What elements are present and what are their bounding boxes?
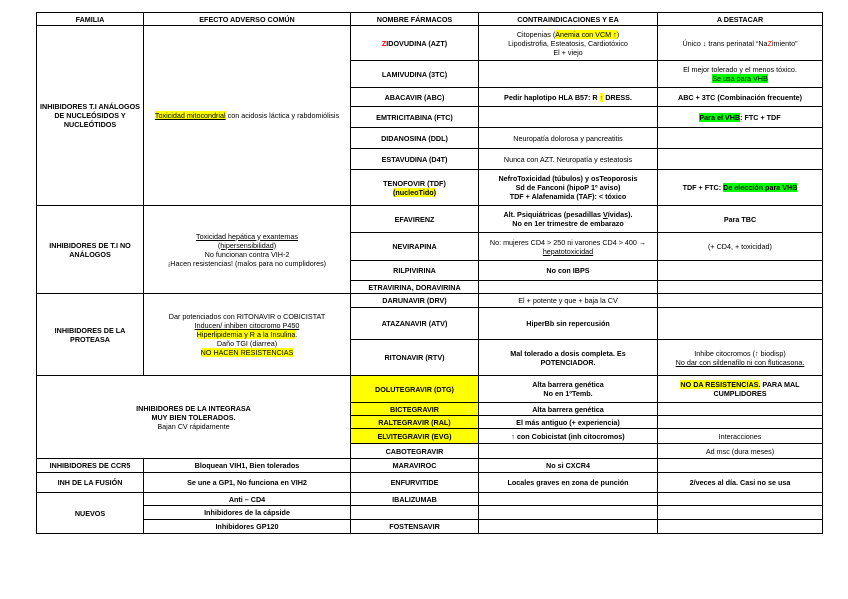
dest-tdf — [658, 170, 823, 206]
dest-rtv-1: Inhibe citocromos (↑ biodisp) — [694, 348, 786, 358]
drug-ral: RALTEGRAVIR (RAL) — [351, 416, 479, 429]
family-fusion: INH DE LA FUSIÓN — [37, 473, 144, 493]
table-row — [37, 473, 823, 493]
drug-dtg: DOLUTEGRAVIR (DTG) — [351, 376, 479, 403]
contra-nvp-1: No: mujeres CD4 > 250 ni varones CD4 > 400 → — [489, 237, 647, 247]
contra-evg: ↑ con Cobicistat (inh citocromos) — [479, 429, 658, 444]
dest-nuevos-2 — [658, 506, 823, 520]
dest-tdf-highlight: De elección para VHB — [723, 183, 798, 192]
drug-drv: DARUNAVIR (DRV) — [351, 294, 479, 308]
family-nnrti: INHIBIDORES DE T.I NO ANÁLOGOS — [37, 206, 144, 294]
contra-d4t: Nunca con AZT. Neuropatía y esteatosis — [479, 149, 658, 170]
contra-efv — [479, 206, 658, 233]
family-nrti: INHIBIDORES T.I ANÁLOGOS DE NUCLEÓSIDOS Y NUCLEÓTIDOS — [37, 26, 144, 206]
contra-cab — [479, 444, 658, 459]
drug-tdf — [351, 170, 479, 206]
dest-cab: Ad msc (dura meses) — [658, 444, 823, 459]
dest-ftc-highlight: Para el VHB — [699, 112, 741, 122]
effect-nuevos-2: Inhibidores de la cápside — [144, 506, 351, 520]
dest-dtg — [658, 376, 823, 403]
effect-ccr5: Bloquean VIH1, Bien tolerados — [144, 459, 351, 473]
drug-ddl: DIDANOSINA (DDL) — [351, 128, 479, 149]
drug-fostensavir: FOSTENSAVIR — [351, 520, 479, 534]
contra-drv: El + potente y que + baja la CV — [479, 294, 658, 308]
table-row — [37, 294, 823, 308]
effect-pi-highlight-1: Hiperlipidemia y R a la Insulina — [196, 330, 296, 339]
table-row — [37, 520, 823, 534]
family-ii-2: MUY BIEN TOLERADOS. — [151, 412, 236, 422]
effect-nrti-highlight: Toxicidad mitocondrial — [154, 111, 226, 120]
effect-pi-2: Inducen/ inhiben citocromo P450 — [194, 321, 300, 330]
family-ii — [37, 376, 351, 459]
header-contra: CONTRAINDICACIONES Y EA — [479, 13, 658, 26]
dest-drv — [658, 294, 823, 308]
dest-ral — [658, 416, 823, 429]
contra-tdf — [479, 170, 658, 206]
contra-azt-highlight: Anemia con VCM ↑ — [555, 29, 617, 39]
table-row — [37, 376, 823, 403]
contra-nuevos-2 — [479, 506, 658, 520]
contra-ral: El más antiguo (+ experiencia) — [479, 416, 658, 429]
dest-azt-1: Único ↓ trans perinatal “Na — [682, 38, 768, 48]
drug-mvc: MARAVIROC — [351, 459, 479, 473]
drug-abc: ABACAVIR (ABC) — [351, 88, 479, 107]
family-pi: INHIBIDORES DE LA PROTEASA — [37, 294, 144, 376]
contra-etr — [479, 281, 658, 294]
effect-pi-1: Dar potenciados con RITONAVIR o COBICISTAT — [168, 312, 326, 321]
family-nuevos: NUEVOS — [37, 493, 144, 534]
dest-nvp: (+ CD4, + toxicidad) — [658, 233, 823, 261]
drug-bic: BICTEGRAVIR — [351, 403, 479, 416]
table-row — [37, 26, 823, 61]
dest-etr — [658, 281, 823, 294]
drug-nvp: NEVIRAPINA — [351, 233, 479, 261]
dest-fostensavir — [658, 520, 823, 534]
antiretroviral-table — [36, 12, 823, 534]
contra-azt-4: El + viejo — [553, 47, 583, 57]
dest-azt — [658, 26, 823, 61]
contra-azt-1: Citopenias ( — [516, 29, 556, 39]
header-familia: FAMILIA — [37, 13, 144, 26]
family-ccr5: INHIBIDORES DE CCR5 — [37, 459, 144, 473]
effect-pi — [144, 294, 351, 376]
dest-atv — [658, 308, 823, 340]
drug-atv: ATAZANAVIR (ATV) — [351, 308, 479, 340]
dest-bic — [658, 403, 823, 416]
drug-enf: ENFURVITIDE — [351, 473, 479, 493]
dest-ftc — [658, 107, 823, 128]
contra-dtg — [479, 376, 658, 403]
drug-azt-name: IDOVUDINA (AZT) — [386, 38, 448, 48]
table-row — [37, 206, 823, 233]
contra-rpv: No con IBPS — [479, 261, 658, 281]
drug-d4t: ESTAVUDINA (D4T) — [351, 149, 479, 170]
dest-mvc — [658, 459, 823, 473]
drug-tdf-name: TENOFOVIR (TDF) — [383, 178, 446, 188]
contra-dtg-1: Alta barrera genética — [532, 380, 604, 389]
table-row — [37, 459, 823, 473]
contra-efv-v: V — [602, 210, 608, 219]
contra-tdf-2: Sd de Fanconi (hipoP 1º aviso) — [515, 183, 621, 192]
dest-enf: 2/veces al día. Casi no se usa — [658, 473, 823, 493]
drug-nuevos-2 — [351, 506, 479, 520]
contra-efv-2: ívidas). — [607, 210, 633, 219]
dest-evg: Interacciones — [658, 429, 823, 444]
effect-nnrti-3: No funcionan contra VIH-2 — [204, 249, 290, 259]
dest-3tc-1: El mejor tolerado y el menos tóxico. — [683, 65, 797, 74]
effect-fusion: Se une a GP1, No funciona en VIH2 — [144, 473, 351, 493]
family-ii-1: INHIBIDORES DE LA INTEGRASA — [136, 403, 251, 413]
contra-dtg-2: No en 1ºTemb. — [543, 389, 593, 398]
contra-azt — [479, 26, 658, 61]
dest-rpv — [658, 261, 823, 281]
contra-3tc — [479, 61, 658, 88]
effect-nuevos-1: Anti – CD4 — [144, 493, 351, 506]
effect-pi-3: Daño TGI (diarrea) — [216, 339, 278, 348]
dest-abc: ABC + 3TC (Combinación frecuente) — [658, 88, 823, 107]
effect-nnrti — [144, 206, 351, 294]
contra-mvc: No si CXCR4 — [479, 459, 658, 473]
drug-3tc: LAMIVUDINA (3TC) — [351, 61, 479, 88]
dest-d4t — [658, 149, 823, 170]
effect-nnrti-1: Toxicidad hepática y exantemas — [196, 231, 298, 241]
contra-tdf-1: NefroToxicidad (túbulos) y osTeoporosis — [498, 174, 638, 183]
dest-dtg-highlight: NO DA RESISTENCIAS. — [680, 380, 761, 389]
effect-nnrti-2: (hipersensibilidad) — [217, 240, 277, 250]
dest-tdf-1: TDF + FTC: — [682, 183, 724, 192]
dest-rtv-2: No dar con sildenafilo ni con fluticasona. — [675, 357, 805, 367]
contra-ddl: Neuropatía dolorosa y pancreatitis — [479, 128, 658, 149]
effect-nrti — [144, 26, 351, 206]
contra-azt-3: Lipodistrofia, Esteatosis, Cardiotóxico — [508, 38, 628, 48]
drug-rpv: RILPIVIRINA — [351, 261, 479, 281]
dest-ddl — [658, 128, 823, 149]
header-nombre: NOMBRE FÁRMACOS — [351, 13, 479, 26]
contra-efv-1: Alt. Psiquiátricas (pesadillas — [503, 210, 603, 219]
drug-ftc: EMTRICITABINA (FTC) — [351, 107, 479, 128]
dest-efv: Para TBC — [658, 206, 823, 233]
drug-tdf-highlight: (nucleoTido) — [393, 187, 436, 197]
contra-abc-arrow: ↑ — [599, 92, 604, 102]
header-efecto: EFECTO ADVERSO COMÚN — [144, 13, 351, 26]
dest-azt-z: Z — [767, 38, 772, 48]
drug-ibalizumab: IBALIZUMAB — [351, 493, 479, 506]
dest-ibalizumab — [658, 493, 823, 506]
contra-tdf-3: TDF + Alafenamida (TAF): < tóxico — [509, 192, 627, 201]
contra-enf: Locales graves en zona de punción — [479, 473, 658, 493]
contra-efv-3: No en 1er trimestre de embarazo — [512, 219, 624, 228]
header-row — [37, 13, 823, 26]
effect-nrti-text: con acidosis láctica y rabdomiólisis — [225, 111, 340, 120]
contra-abc-2: DRESS. — [603, 92, 632, 102]
contra-rtv: Mal tolerado a dosis completa. Es POTENCIADOR. — [479, 340, 658, 376]
contra-ibalizumab — [479, 493, 658, 506]
effect-pi-highlight-2: NO HACEN RESISTENCIAS — [200, 348, 294, 357]
contra-abc — [479, 88, 658, 107]
dest-3tc-highlight: Se usa para VHB — [712, 74, 768, 83]
contra-atv: HiperBb sin repercusión — [479, 308, 658, 340]
contra-ftc — [479, 107, 658, 128]
dest-dtg-2: PARA MAL CUMPLIDORES — [713, 380, 800, 398]
drug-etr: ETRAVIRINA, DORAVIRINA — [351, 281, 479, 294]
contra-azt-2: ) — [616, 29, 620, 39]
drug-azt-initial: Z — [381, 38, 387, 48]
header-destacar: A DESTACAR — [658, 13, 823, 26]
dest-rtv — [658, 340, 823, 376]
effect-nnrti-4: ¡Hacen resistencias! (malos para no cumplidores) — [167, 258, 327, 268]
contra-abc-1: Pedir haplotipo HLA B57: R — [504, 92, 600, 102]
effect-pi-dot: . — [295, 330, 298, 339]
family-ii-3: Bajan CV rápidamente — [157, 421, 230, 431]
contra-fostensavir — [479, 520, 658, 534]
contra-bic: Alta barrera genética — [479, 403, 658, 416]
contra-nvp-underline: hepatotoxicidad — [542, 246, 594, 256]
effect-nuevos-3: Inhibidores GP120 — [144, 520, 351, 534]
dest-3tc — [658, 61, 823, 88]
drug-evg: ELVITEGRAVIR (EVG) — [351, 429, 479, 444]
dest-ftc-2: : FTC + TDF — [740, 112, 781, 122]
drug-azt — [351, 26, 479, 61]
dest-azt-2: imiento” — [771, 38, 798, 48]
drug-cab: CABOTEGRAVIR — [351, 444, 479, 459]
table-row — [37, 493, 823, 506]
table-row — [37, 506, 823, 520]
contra-nvp — [479, 233, 658, 261]
drug-rtv: RITONAVIR (RTV) — [351, 340, 479, 376]
drug-efv: EFAVIRENZ — [351, 206, 479, 233]
